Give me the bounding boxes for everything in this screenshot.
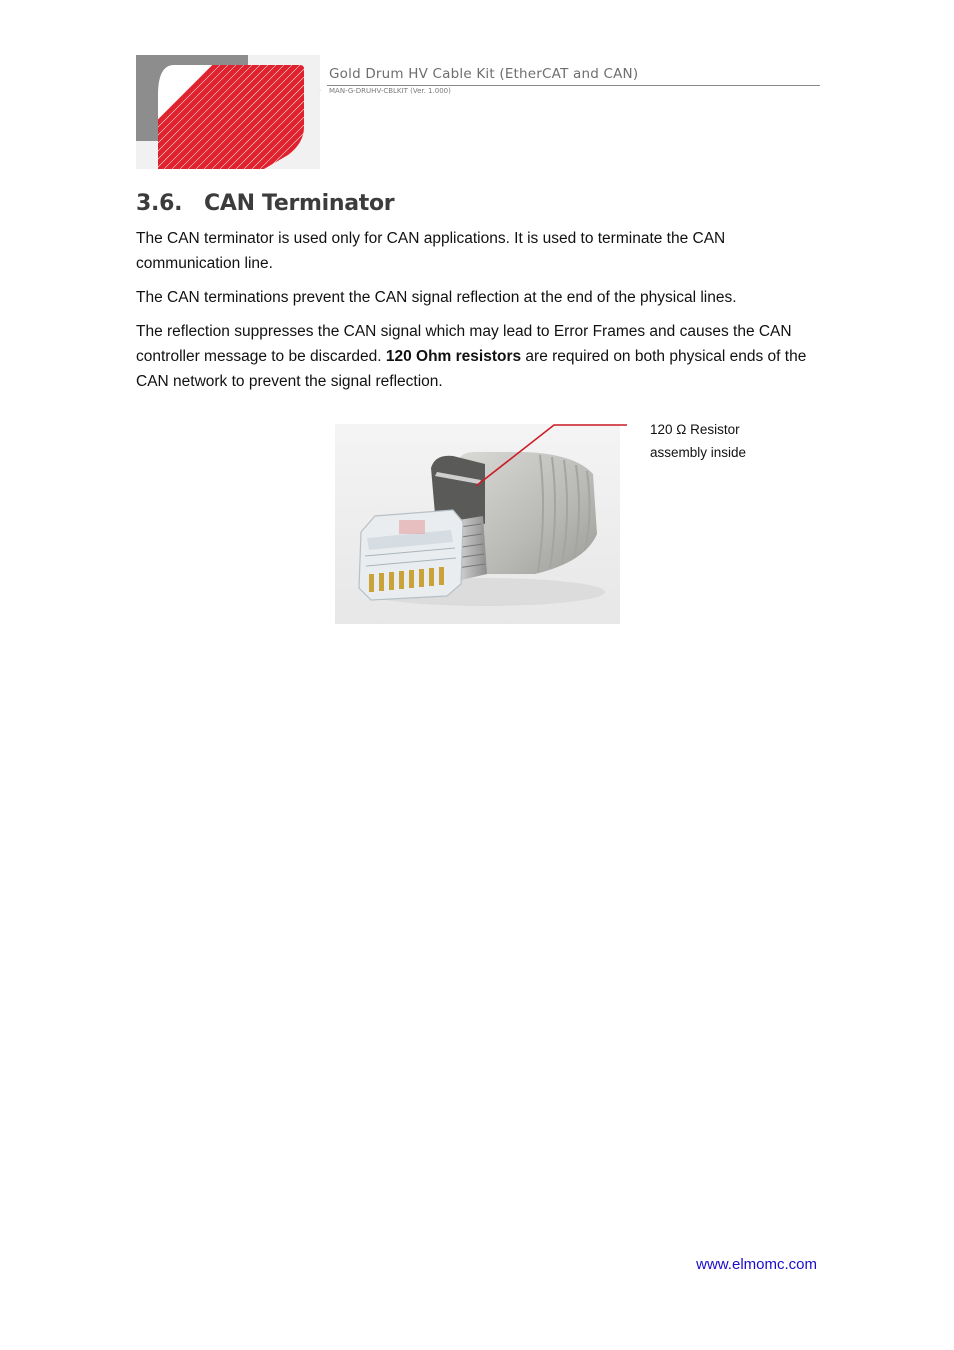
paragraph-reflection-text-1: The reflection suppresses the CAN signal which may lead to Error Frames and causes the CAN controller message to be discarded. <box>136 323 792 365</box>
paragraph-intro: The CAN terminator is used only for CAN applications. It is used to terminate the CAN communication line. <box>136 230 726 272</box>
document-code: MAN-G-DRUHV-CBLKIT (Ver. 1.000) <box>329 87 451 95</box>
callout-line-1: 120 Ω Resistor <box>650 422 740 437</box>
section-number: 3.6. <box>136 191 183 216</box>
footer-website-link[interactable]: www.elmomc.com <box>696 1256 817 1273</box>
section-heading <box>136 191 394 216</box>
header-divider <box>327 85 820 86</box>
header-title: Gold Drum HV Cable Kit (EtherCAT and CAN) <box>329 66 639 82</box>
callout-line-2: assembly inside <box>650 445 747 460</box>
paragraph-terminations: The CAN terminations prevent the CAN signal reflection at the end of the physical lines. <box>136 289 737 306</box>
section-title: CAN Terminator <box>204 191 395 216</box>
header-bullet: · <box>319 87 322 94</box>
paragraph-reflection <box>136 319 820 394</box>
callout-leader-line <box>470 420 630 490</box>
elmo-logo <box>136 55 320 169</box>
resistor-emphasis: 120 Ohm resistors <box>385 348 522 365</box>
resistor-callout <box>650 418 790 464</box>
paragraph-reflection-text-2: are required on both physical ends of the CAN network to prevent the signal reflection. <box>136 348 807 390</box>
